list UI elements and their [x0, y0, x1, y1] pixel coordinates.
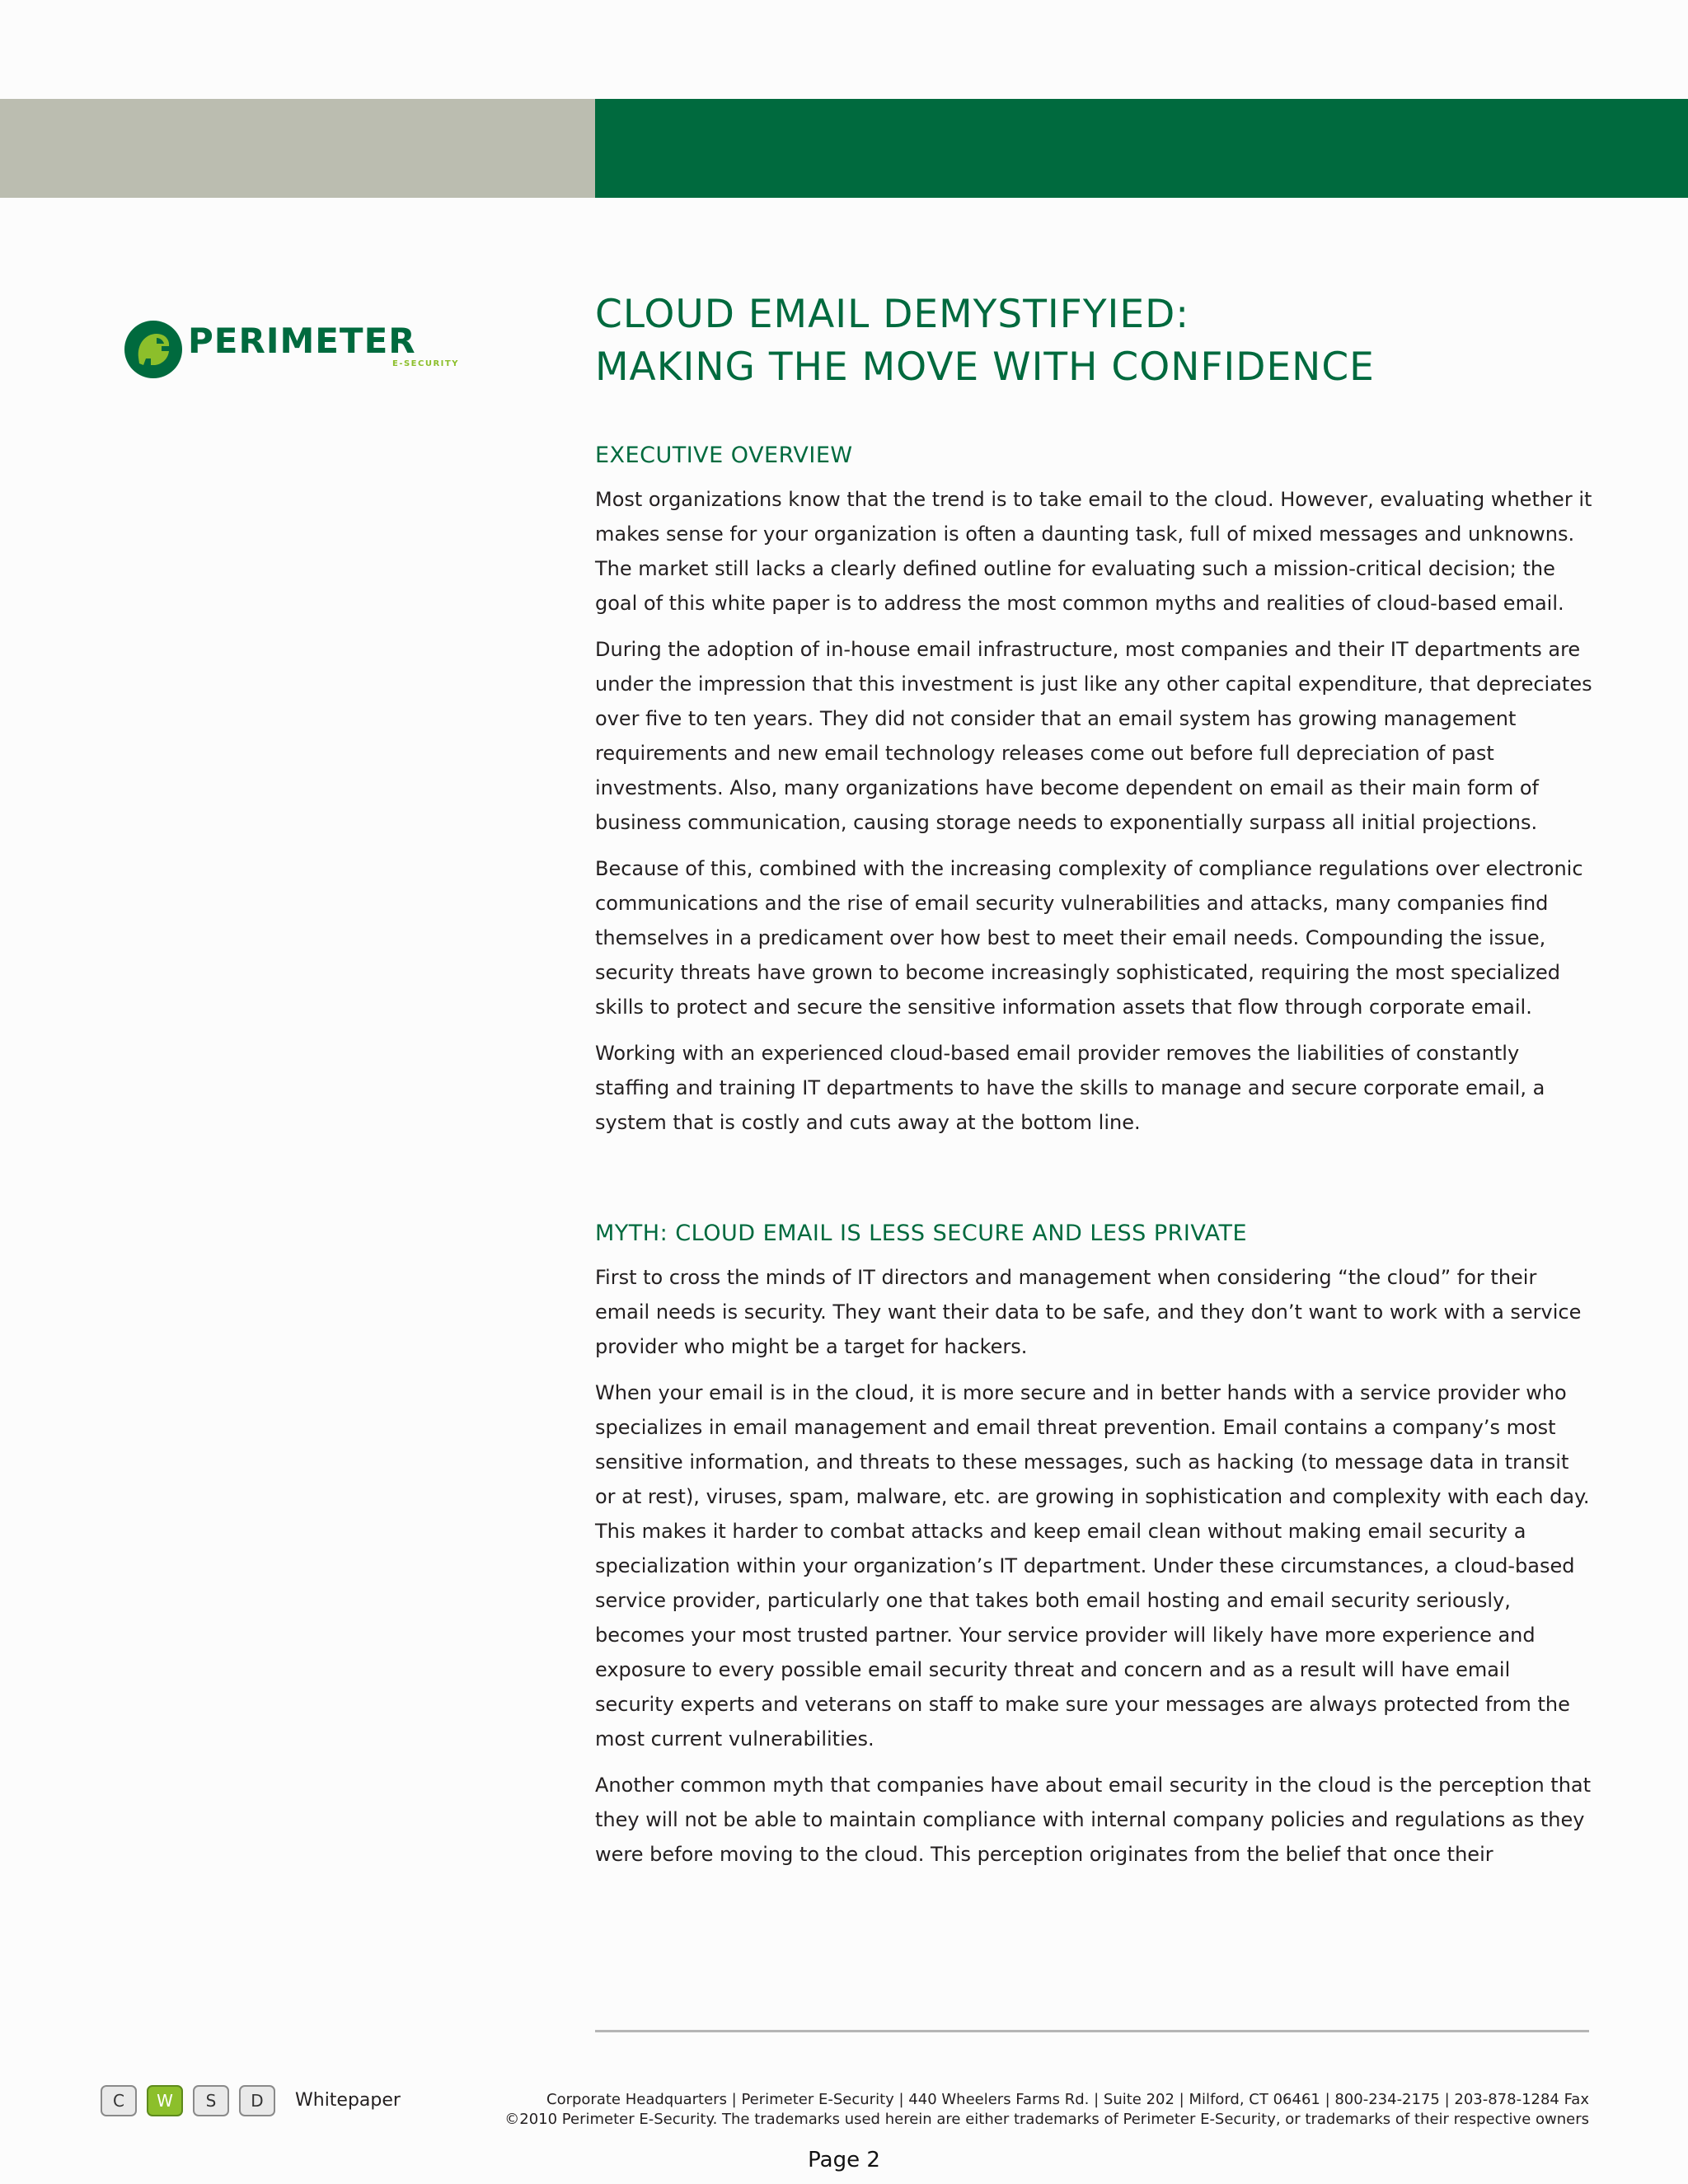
doc-type-key: C	[101, 2085, 137, 2116]
paragraph: First to cross the minds of IT directors and management when considering “the cloud” for their email needs is security. They want their data to be safe, and they don’t want to work with a service provider who might be a target for hackers.	[595, 1266, 1582, 1358]
title-line-2: MAKING THE MOVE WITH CONFIDENCE	[595, 344, 1375, 390]
paragraph: During the adoption of in-house email infrastructure, most companies and their IT departments are under the impression that this investment is just like any other capital expenditure, that depreciates over five to ten years. They did not consider that an email system has growing management requirements and new email technology releases come out before full depreciation of past investments. Also, many organizations have become dependent on email as their main form of business communication, causing storage needs to exponentially surpass all initial projections.	[595, 638, 1592, 834]
paragraph: Another common myth that companies have about email security in the cloud is the perception that they will not be able to maintain compliance with internal company policies and regulations as they were before moving to the cloud. This perception originates from the belief that once their	[595, 1774, 1592, 1866]
paragraph: Most organizations know that the trend is to take email to the cloud. However, evaluating whether it makes sense for your organization is often a daunting task, full of mixed messages and unknowns. The market still lacks a clearly defined outline for evaluating such a mission-critical decision; the goal of this white paper is to address the most common myths and realities of cloud-based email.	[595, 488, 1592, 615]
title-line-1: CLOUD EMAIL DEMYSTIFYIED:	[595, 292, 1190, 337]
helmet-icon	[124, 320, 183, 379]
doc-type-key-active: W	[147, 2085, 183, 2116]
doc-type-key: D	[239, 2085, 275, 2116]
document-title	[595, 288, 1592, 394]
header-band-grey	[0, 99, 595, 198]
perimeter-logo	[124, 320, 462, 379]
section-heading: MYTH: CLOUD EMAIL IS LESS SECURE AND LESS PRIVATE	[595, 1221, 1248, 1246]
section-heading: EXECUTIVE OVERVIEW	[595, 443, 853, 468]
paragraph: When your email is in the cloud, it is more secure and in better hands with a service provider who specializes in email management and email threat prevention. Email contains a company’s most sensitive information, and threats to these messages, such as hacking (to message data in transit or at rest), viruses, spam, malware, etc. are growing in sophistication and complexity with each day. This makes it harder to combat attacks and keep email clean without making email security a specialization within your organization’s IT department. Under these circumstances, a cloud-based service provider, particularly one that takes both email hosting and email security seriously, becomes your most trusted partner. Your service provider will likely have more experience and exposure to every possible email security threat and concern and as a result will have email security experts and veterans on staff to make sure your messages are always protected from the most current vulnerabilities.	[595, 1381, 1590, 1750]
page-number: Page 2	[808, 2148, 880, 2172]
footer-divider	[595, 2030, 1589, 2032]
doc-type-key: S	[193, 2085, 229, 2116]
logo-wordmark: PERIMETER	[188, 321, 416, 361]
document-body	[595, 288, 1592, 1872]
footer-copyright: ©2010 Perimeter E-Security. The trademarks used herein are either trademarks of Perimeter E-Security, or trademarks of their respective owners	[504, 2111, 1589, 2128]
header-band-green	[595, 99, 1688, 198]
paragraph: Because of this, combined with the increasing complexity of compliance regulations over electronic communications and the rise of email security vulnerabilities and attacks, many companies find themselves in a predicament over how best to meet their email needs. Compounding the issue, security threats have grown to become increasingly sophisticated, requiring the most specialized skills to protect and secure the sensitive information assets that flow through corporate email.	[595, 857, 1583, 1019]
logo-subtitle: E-SECURITY	[392, 359, 459, 368]
document-type-label: Whitepaper	[295, 2090, 401, 2111]
footer-address: Corporate Headquarters | Perimeter E-Security | 440 Wheelers Farms Rd. | Suite 202 | Milford, CT 06461 | 800-234-2175 | 203-878-1284 Fax	[546, 2091, 1589, 2108]
paragraph: Working with an experienced cloud-based email provider removes the liabilities of constantly staffing and training IT departments to have the skills to manage and secure corporate email, a system that is costly and cuts away at the bottom line.	[595, 1042, 1545, 1134]
